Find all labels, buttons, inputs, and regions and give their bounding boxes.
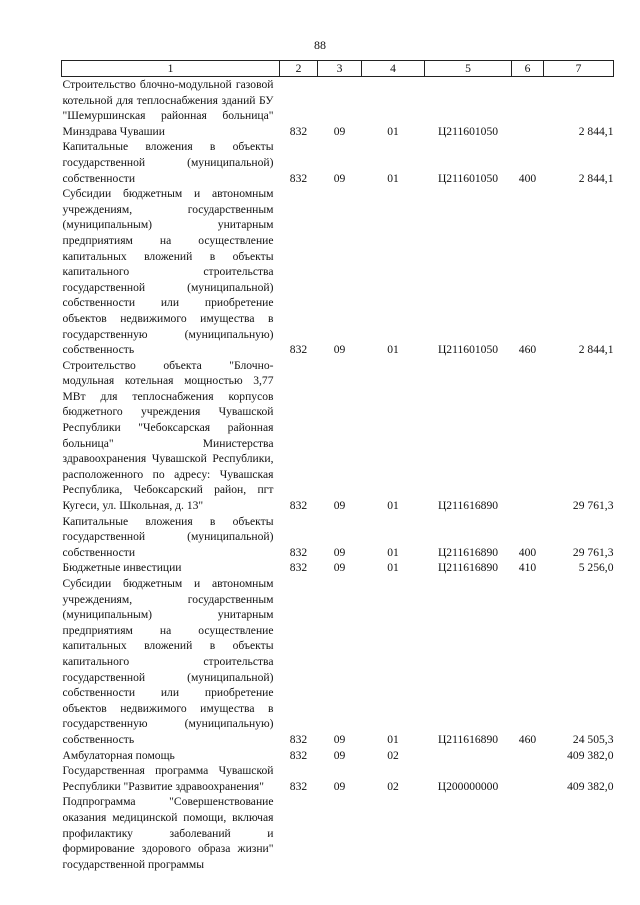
row-subsection: 02: [387, 748, 399, 762]
column-header-target: 5: [425, 61, 512, 77]
row-expense-type: [512, 77, 544, 140]
row-amount: 2 844,1: [578, 343, 614, 357]
row-section: 09: [333, 545, 346, 559]
row-expense-type: 460: [518, 732, 537, 746]
row-ministry: 832: [289, 732, 308, 746]
table-row: [62, 576, 614, 748]
column-header-amount: 7: [544, 61, 614, 77]
table-row: [62, 358, 614, 514]
table-row: [62, 763, 614, 794]
row-subsection: 01: [387, 343, 399, 357]
row-subsection: 01: [387, 545, 399, 559]
row-expense-type: [512, 794, 544, 872]
row-expense-type: 400: [518, 171, 537, 185]
row-target: Ц211616890: [437, 732, 499, 746]
row-target: Ц211601050: [437, 171, 499, 185]
row-amount: 24 505,3: [572, 732, 614, 746]
table-row: [62, 139, 614, 186]
row-ministry: [280, 794, 318, 872]
row-expense-type: 460: [518, 343, 537, 357]
row-amount: 409 382,0: [567, 779, 614, 793]
row-ministry: 832: [289, 124, 308, 138]
row-name: Подпрограмма "Совершенствование оказания медицинской помощи, включая профилактику заболеваний и формирование здорового образа жизни" государственной программы: [62, 795, 274, 871]
row-expense-type: [512, 763, 544, 794]
table-row: [62, 748, 614, 764]
row-target: Ц211616890: [437, 561, 499, 575]
row-expense-type: [512, 748, 544, 764]
row-section: 09: [333, 732, 346, 746]
table-row: [62, 514, 614, 561]
row-section: 09: [333, 124, 346, 138]
row-target: Ц211601050: [437, 343, 499, 357]
row-section: 09: [333, 343, 346, 357]
row-ministry: 832: [289, 499, 308, 513]
row-target: Ц200000000: [437, 779, 499, 793]
table-row: [62, 77, 614, 140]
row-ministry: 832: [289, 748, 308, 762]
row-subsection: 01: [387, 124, 399, 138]
row-section: 09: [333, 499, 346, 513]
table-row: [62, 794, 614, 872]
row-target: Ц211601050: [437, 124, 499, 138]
row-subsection: 01: [387, 171, 399, 185]
row-section: 09: [333, 561, 346, 575]
row-ministry: 832: [289, 779, 308, 793]
row-name: Строительство объекта "Блочно-модульная котельная мощностью 3,77 МВт для теплоснабжения корпусов бюджетного учреждения Чувашской Республики "Чебоксарская районная больница" Министерства здравоохранения Чувашской Республики, расположенного по адресу: Чувашская Республика, Чебоксарский район, пгт Кугеси, ул. Школьная, д. 13": [62, 358, 274, 513]
column-header-name: 1: [62, 61, 280, 77]
row-name: Капитальные вложения в объекты государственной (муниципальной) собственности: [62, 514, 274, 559]
row-expense-type: 410: [518, 561, 537, 575]
row-ministry: 832: [289, 561, 308, 575]
row-target: [425, 794, 512, 872]
table-header-row: [62, 61, 614, 77]
row-name: Строительство блочно-модульной газовой котельной для теплоснабжения зданий БУ "Шемуршинская районная больница" Минздрава Чувашии: [62, 78, 274, 138]
budget-table: [61, 60, 614, 872]
column-header-section: 3: [318, 61, 362, 77]
row-name: Бюджетные инвестиции: [62, 561, 182, 575]
column-header-expense-type: 6: [512, 61, 544, 77]
row-section: 09: [333, 748, 346, 762]
row-target: Ц211616890: [437, 545, 499, 559]
row-amount: 409 382,0: [567, 748, 614, 762]
row-ministry: 832: [289, 343, 308, 357]
row-subsection: 01: [387, 732, 399, 746]
table-row: [62, 560, 614, 576]
row-subsection: [362, 794, 425, 872]
row-name: Субсидии бюджетным и автономным учреждениям, государственным (муниципальным) унитарным предприятиям на осуществление капитальных вложений в объекты капитального строительства государственной (муниципальной) собственности или приобретение объектов недвижимого имущества в государственную (муниципальную) собственность: [62, 577, 274, 746]
row-ministry: 832: [289, 171, 308, 185]
row-section: [318, 794, 362, 872]
row-amount: [544, 794, 614, 872]
row-amount: 29 761,3: [572, 545, 614, 559]
row-ministry: 832: [289, 545, 308, 559]
row-name: Государственная программа Чувашской Республики "Развитие здравоохранения": [62, 764, 274, 793]
row-name: Капитальные вложения в объекты государственной (муниципальной) собственности: [62, 140, 274, 185]
table-row: [62, 186, 614, 358]
row-expense-type: 400: [518, 545, 537, 559]
row-name: Субсидии бюджетным и автономным учреждениям, государственным (муниципальным) унитарным предприятиям на осуществление капитальных вложений в объекты капитального строительства государственной (муниципальной) собственности или приобретение объектов недвижимого имущества в государственную (муниципальную) собственность: [62, 187, 274, 357]
row-amount: 29 761,3: [572, 499, 614, 513]
row-expense-type: [512, 358, 544, 514]
page-number: 88: [314, 38, 326, 52]
row-section: 09: [333, 171, 346, 185]
column-header-ministry: 2: [280, 61, 318, 77]
row-subsection: 01: [387, 499, 399, 513]
row-subsection: 01: [387, 561, 399, 575]
row-target: [425, 748, 512, 764]
row-amount: 2 844,1: [578, 124, 614, 138]
column-header-subsection: 4: [362, 61, 425, 77]
row-name: Амбулаторная помощь: [62, 748, 175, 762]
row-subsection: 02: [387, 779, 399, 793]
row-section: 09: [333, 779, 346, 793]
row-amount: 2 844,1: [578, 171, 614, 185]
row-target: Ц211616890: [437, 499, 499, 513]
row-amount: 5 256,0: [578, 561, 614, 575]
